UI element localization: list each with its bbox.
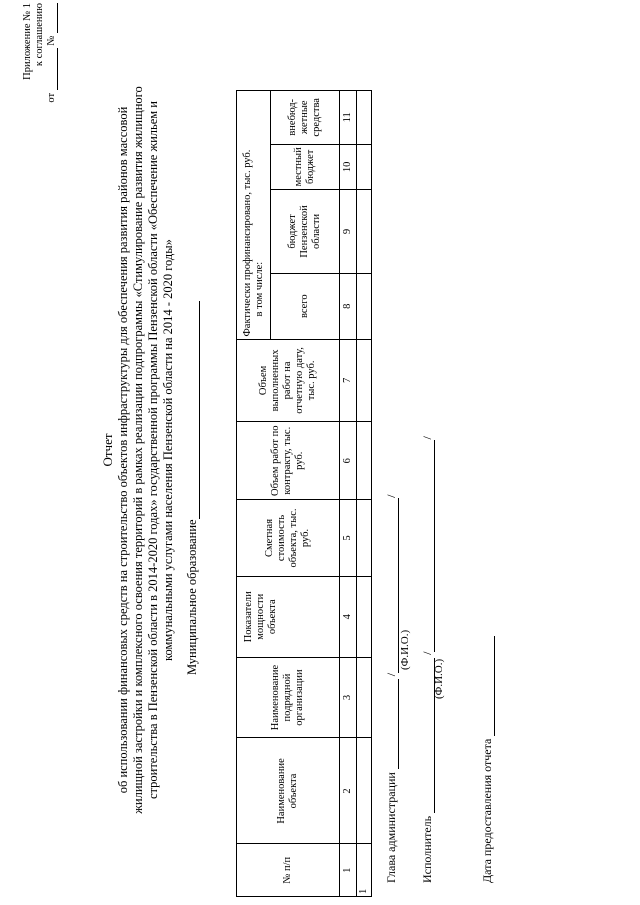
table-row (357, 91, 372, 897)
head-label: Глава администрации (384, 772, 398, 883)
municipality-label: Муниципальное образование (185, 519, 199, 675)
header-regional-budget: бюджет Пензенской области (271, 190, 340, 274)
date-blank (57, 48, 58, 90)
header-object-name: Наименование объекта (237, 738, 340, 844)
header-local-budget: местный бюджет (271, 144, 340, 189)
table-cell (357, 144, 372, 189)
col-number: 4 (340, 576, 357, 657)
table-cell (357, 500, 372, 577)
header-contract-volume: Объем работ по контракту, тыс. руб. (237, 422, 340, 500)
report-date-line (480, 636, 495, 883)
col-number: 5 (340, 500, 357, 577)
title-word: Отчет (100, 433, 115, 467)
title-line-2: жилищной застройки и комплексного освоения территорий в рамках реализации подпрограммы «Стимулирование развития жилищного (131, 86, 145, 814)
col-number: 11 (340, 91, 357, 145)
appendix-from: от (46, 92, 57, 103)
table-cell (357, 657, 372, 738)
title-line-4: коммунальными услугами населения Пензенской области на 2014 - 2020 годы» (161, 239, 175, 661)
title-line-1: об использовании финансовых средств на строительство объектов инфраструктуры для обеспечения развития районов массовой (116, 106, 130, 794)
executor-fio-caption: (Ф.И.О.) (433, 658, 445, 699)
date-label: Дата предоставления отчета (480, 738, 494, 883)
table-cell (357, 339, 372, 422)
table-cell (357, 738, 372, 844)
header-extrabudgetary: внебюд-жетные средства (271, 91, 340, 145)
table-cell (357, 576, 372, 657)
table-cell (357, 190, 372, 274)
appendix-date-number (46, 3, 58, 113)
table-cell (357, 273, 372, 339)
report-title (100, 35, 176, 865)
table-cell (357, 91, 372, 145)
municipality-line (185, 301, 200, 675)
header-num: № п/п (237, 844, 340, 897)
header-contractor: Наименование подрядной организации (237, 657, 340, 738)
title-line-3: строительства в Пензенской области в 2014-2020 годах» государственной программы Пензенской области «Обеспечение жильем и (146, 101, 160, 800)
including-label: в том числе: (253, 261, 265, 317)
col-number: 7 (340, 339, 357, 422)
appendix-line-2: к соглашению (34, 3, 45, 67)
appendix-line-1: Приложение № 1 (22, 3, 33, 80)
number-blank (57, 3, 58, 33)
executor-label: Исполнитель (420, 815, 434, 883)
executor-signature-line: Исполнитель // (420, 436, 434, 883)
header-capacity: Показатели мощности объекта (237, 576, 340, 657)
header-total: всего (271, 273, 340, 339)
table-cell (357, 422, 372, 500)
col-number: 10 (340, 144, 357, 189)
header-completed-volume: Объем выполненных работ на отчетную дату, тыс. руб. (237, 339, 340, 422)
head-sign-blank (398, 679, 399, 769)
executor-name-blank (434, 440, 435, 652)
appendix-note (22, 3, 58, 113)
col-number: 1 (340, 844, 357, 897)
column-number-row (340, 91, 357, 897)
financed-label: Фактически профинансировано, тыс. руб. (241, 149, 253, 337)
report-date-blank (494, 636, 495, 736)
report-table (236, 90, 372, 897)
row-number: 1 (357, 844, 372, 897)
municipality-blank (199, 301, 200, 519)
col-number: 6 (340, 422, 357, 500)
col-number: 3 (340, 657, 357, 738)
col-number: 8 (340, 273, 357, 339)
header-estimate: Сметная стоимость объекта, тыс. руб. (237, 500, 340, 577)
col-number: 2 (340, 738, 357, 844)
header-financed (237, 91, 271, 340)
head-fio-caption: (Ф.И.О.) (399, 629, 411, 670)
col-number: 9 (340, 190, 357, 274)
appendix-number-sign: № (46, 35, 57, 46)
head-signature-line: Глава администрации // (384, 494, 398, 883)
